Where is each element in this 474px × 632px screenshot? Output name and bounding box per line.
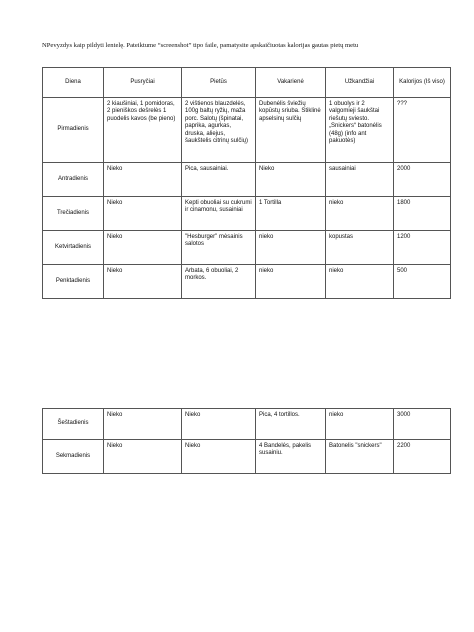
breakfast-cell: Nieko <box>104 197 182 231</box>
header-vakariene: Vakarienė <box>256 68 326 98</box>
lunch-cell: Arbata, 6 obuoliai, 2 morkos. <box>182 265 256 299</box>
breakfast-cell: Nieko <box>104 265 182 299</box>
dinner-cell: Pica, 4 tortillos. <box>256 409 326 440</box>
calories-cell: 3000 <box>394 409 451 440</box>
snacks-cell: Batonelis "snickers" <box>326 440 394 474</box>
breakfast-cell: 2 kiaušiniai, 1 pomidoras, 2 pieniškos dešrelės 1 puodelis kavos (be pieno) <box>104 98 182 163</box>
snacks-cell: nieko <box>326 265 394 299</box>
day-cell: Sekmadienis <box>43 440 104 474</box>
snacks-cell: nieko <box>326 197 394 231</box>
table-row <box>43 98 451 163</box>
day-cell: Pirmadienis <box>43 98 104 163</box>
breakfast-cell: Nieko <box>104 440 182 474</box>
day-cell: Trečiadienis <box>43 197 104 231</box>
breakfast-cell: Nieko <box>104 163 182 197</box>
breakfast-cell: Nieko <box>104 409 182 440</box>
header-pietus: Pietūs <box>182 68 256 98</box>
lunch-cell: Nieko <box>182 440 256 474</box>
breakfast-cell: Nieko <box>104 231 182 265</box>
lunch-cell: Nieko <box>182 409 256 440</box>
calories-cell: 2000 <box>394 163 451 197</box>
meal-table <box>42 67 451 299</box>
lunch-cell: Kepti obuoliai su cukrumi ir cinamonu, susainiai <box>182 197 256 231</box>
day-cell: Šeštadienis <box>43 409 104 440</box>
header-kalorijos: Kalorijos (Iš viso) <box>394 68 451 98</box>
snacks-cell: 1 obuolys ir 2 valgomieji šaukštai riešutų sviesto. „Snickers“ batonėlis (48g) (info ant pakuotės) <box>326 98 394 163</box>
meal-table-continued <box>42 408 451 474</box>
table-row <box>43 197 451 231</box>
dinner-cell: nieko <box>256 265 326 299</box>
day-cell: Antradienis <box>43 163 104 197</box>
dinner-cell: 4 Bandelės, pakelis susainiu. <box>256 440 326 474</box>
header-pusryciai: Pusryčiai <box>104 68 182 98</box>
dinner-cell: Dubenėlis šviežių kopūstų sriuba. Stiklinė apselsinų sulčių <box>256 98 326 163</box>
lunch-cell: Pica, sausainiai. <box>182 163 256 197</box>
lunch-cell: 2 vištienos blauzdelės, 100g baltų ryžių, maža porc. Salotų (špinatai, paprika, agurkas, druska, aliejus, šaukštelis citrinų sulčių) <box>182 98 256 163</box>
calories-cell: 1800 <box>394 197 451 231</box>
day-cell: Ketvirtadienis <box>43 231 104 265</box>
header-row <box>43 68 451 98</box>
dinner-cell: nieko <box>256 231 326 265</box>
table-row <box>43 265 451 299</box>
snacks-cell: nieko <box>326 409 394 440</box>
intro-text: NPevyzdys kaip pildyti lentelę. Pateiktume “screenshot” tipo faile, pamatysite apskaičiuotas kalorijas gautas pietų metu <box>42 42 359 49</box>
table-row <box>43 440 451 474</box>
dinner-cell: 1 Tortilla <box>256 197 326 231</box>
dinner-cell: Nieko <box>256 163 326 197</box>
lunch-cell: "Hesburger" mėsainis salotos <box>182 231 256 265</box>
snacks-cell: sausainiai <box>326 163 394 197</box>
header-uzkandziai: Užkandžiai <box>326 68 394 98</box>
table-row <box>43 409 451 440</box>
calories-cell: 1200 <box>394 231 451 265</box>
header-diena: Diena <box>43 68 104 98</box>
calories-cell: 500 <box>394 265 451 299</box>
snacks-cell: kopustas <box>326 231 394 265</box>
table-row <box>43 163 451 197</box>
calories-cell: 2200 <box>394 440 451 474</box>
calories-cell: ??? <box>394 98 451 163</box>
table-row <box>43 231 451 265</box>
day-cell: Penktadienis <box>43 265 104 299</box>
